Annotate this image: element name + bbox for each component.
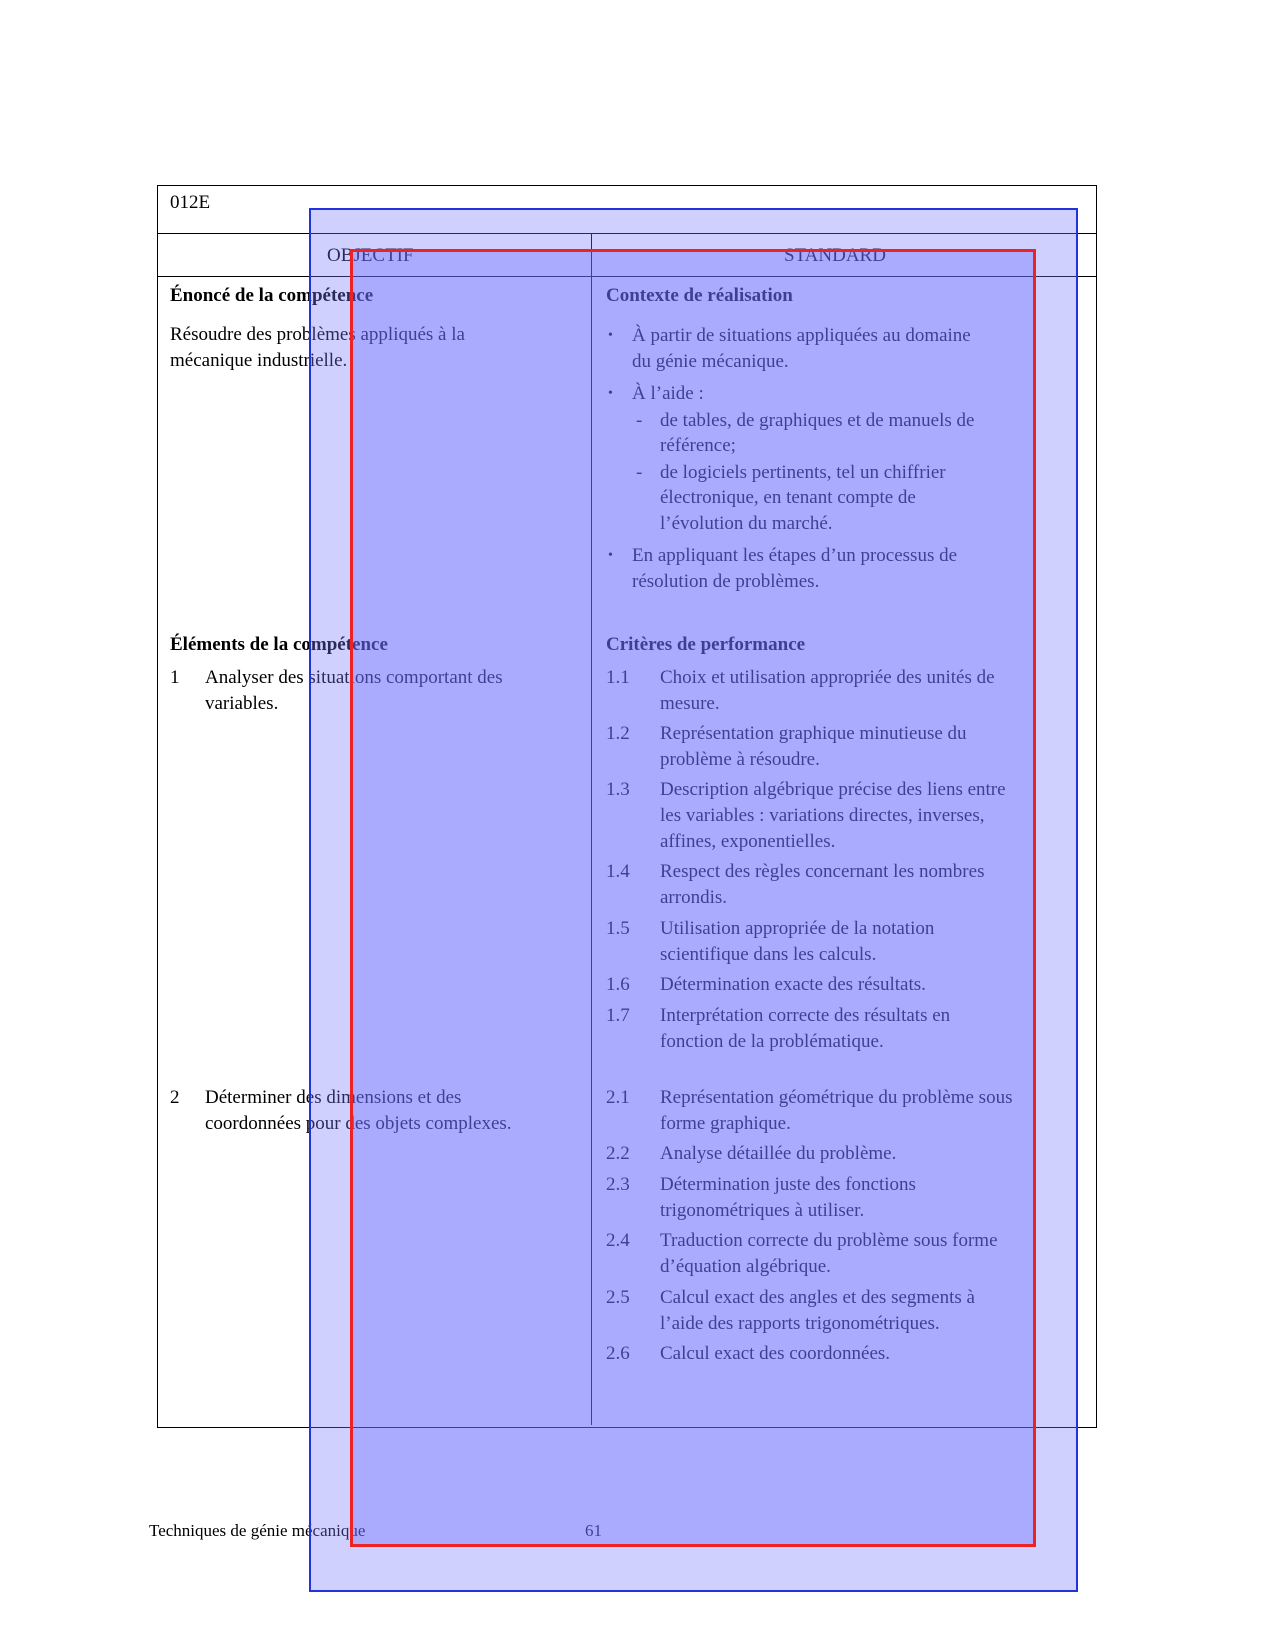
- dash-marker: -: [636, 410, 643, 431]
- element-line: Déterminer des dimensions et des: [205, 1087, 462, 1108]
- critere-number: 1.6: [606, 974, 630, 995]
- critere-line: affines, exponentielles.: [660, 831, 836, 852]
- element-line: Analyser des situations comportant des: [205, 667, 503, 688]
- critere-line: Interprétation correcte des résultats en: [660, 1005, 951, 1026]
- critere-line: Calcul exact des angles et des segments à: [660, 1287, 975, 1308]
- critere-line: mesure.: [660, 693, 720, 714]
- element-number: 2: [170, 1087, 180, 1108]
- critere-number: 1.4: [606, 861, 630, 882]
- critere-number: 1.5: [606, 918, 630, 939]
- overlay-region-inner: [350, 249, 1036, 1547]
- contexte-line: À l’aide :: [632, 383, 704, 404]
- critere-number: 2.6: [606, 1343, 630, 1364]
- critere-line: Calcul exact des coordonnées.: [660, 1343, 891, 1364]
- contexte-line: de tables, de graphiques et de manuels de: [660, 410, 975, 431]
- contexte-line: du génie mécanique.: [632, 351, 789, 372]
- critere-line: scientifique dans les calculs.: [660, 944, 877, 965]
- critere-line: Traduction correcte du problème sous forme: [660, 1230, 998, 1251]
- contexte-line: électronique, en tenant compte de: [660, 487, 916, 508]
- contexte-line: l’évolution du marché.: [660, 513, 833, 534]
- critere-number: 2.5: [606, 1287, 630, 1308]
- critere-number: 1.2: [606, 723, 630, 744]
- critere-number: 2.3: [606, 1174, 630, 1195]
- contexte-line: de logiciels pertinents, tel un chiffrier: [660, 462, 946, 483]
- element-number: 1: [170, 667, 180, 688]
- critere-line: Analyse détaillée du problème.: [660, 1143, 897, 1164]
- critere-number: 2.4: [606, 1230, 630, 1251]
- footer-program: Techniques de génie mécanique: [149, 1521, 366, 1540]
- header-standard: STANDARD: [784, 245, 886, 266]
- critere-line: Détermination exacte des résultats.: [660, 974, 926, 995]
- critere-number: 1.3: [606, 779, 630, 800]
- critere-line: problème à résoudre.: [660, 749, 820, 770]
- critere-number: 2.2: [606, 1143, 630, 1164]
- critere-line: fonction de la problématique.: [660, 1031, 884, 1052]
- contexte-line: À partir de situations appliquées au domaine: [632, 325, 971, 346]
- bullet-marker: •: [608, 386, 613, 401]
- contexte-line: référence;: [660, 435, 736, 456]
- bullet-marker: •: [608, 328, 613, 343]
- enonce-title: Énoncé de la compétence: [170, 285, 374, 306]
- critere-line: d’équation algébrique.: [660, 1256, 831, 1277]
- critere-line: forme graphique.: [660, 1113, 791, 1134]
- critere-line: l’aide des rapports trigonométriques.: [660, 1313, 940, 1334]
- dash-marker: -: [636, 462, 643, 483]
- critere-number: 1.1: [606, 667, 630, 688]
- contexte-line: résolution de problèmes.: [632, 571, 820, 592]
- contexte-title: Contexte de réalisation: [606, 285, 793, 306]
- enonce-line: mécanique industrielle.: [170, 350, 348, 371]
- critere-line: Description algébrique précise des liens entre: [660, 779, 1006, 800]
- critere-line: trigonométriques à utiliser.: [660, 1200, 865, 1221]
- critere-line: les variables : variations directes, inverses,: [660, 805, 985, 826]
- element-line: coordonnées pour des objets complexes.: [205, 1113, 512, 1134]
- critere-line: Représentation géométrique du problème sous: [660, 1087, 1013, 1108]
- elements-title: Éléments de la compétence: [170, 634, 388, 655]
- critere-number: 1.7: [606, 1005, 630, 1026]
- critere-line: Respect des règles concernant les nombres: [660, 861, 985, 882]
- critere-line: Détermination juste des fonctions: [660, 1174, 916, 1195]
- critere-line: arrondis.: [660, 887, 728, 908]
- footer-page-number: 61: [585, 1521, 602, 1540]
- competency-code: 012E: [170, 192, 211, 213]
- bullet-marker: •: [608, 548, 613, 563]
- critere-line: Utilisation appropriée de la notation: [660, 918, 935, 939]
- criteres-title: Critères de performance: [606, 634, 806, 655]
- element-line: variables.: [205, 693, 279, 714]
- header-objectif: OBJECTIF: [327, 245, 414, 266]
- contexte-line: En appliquant les étapes d’un processus de: [632, 545, 958, 566]
- critere-number: 2.1: [606, 1087, 630, 1108]
- enonce-line: Résoudre des problèmes appliqués à la: [170, 324, 465, 345]
- critere-line: Choix et utilisation appropriée des unités de: [660, 667, 995, 688]
- critere-line: Représentation graphique minutieuse du: [660, 723, 967, 744]
